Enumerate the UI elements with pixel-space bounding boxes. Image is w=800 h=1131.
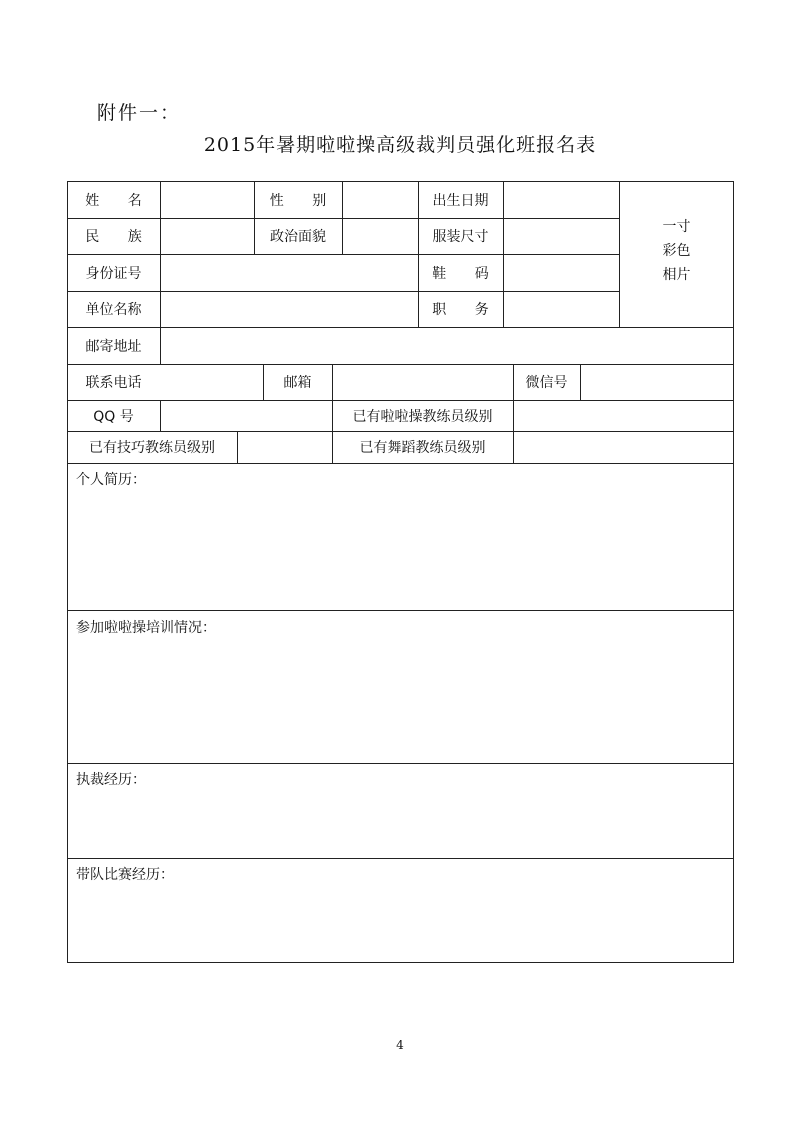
- position-field[interactable]: [503, 291, 619, 327]
- shoe-size-field[interactable]: [503, 254, 619, 291]
- team-competition-field[interactable]: [68, 859, 732, 961]
- officiating-field[interactable]: [68, 764, 732, 857]
- id-number-label: 身份证号: [85, 265, 142, 282]
- political-status-label: 政治面貌: [270, 229, 326, 245]
- photo-placeholder[interactable]: [619, 215, 734, 287]
- resume-label: 个人简历：: [76, 472, 146, 488]
- name-field[interactable]: [160, 181, 254, 218]
- dance-coach-level-field[interactable]: [513, 431, 733, 463]
- resume-field[interactable]: [68, 464, 732, 609]
- phone-label: 联系电话: [85, 375, 142, 391]
- photo-line-3: 相片: [662, 267, 691, 283]
- training-field[interactable]: [68, 611, 732, 762]
- cheer-coach-level-label: 已有啦啦操教练员级别: [352, 408, 493, 425]
- email-field[interactable]: [332, 364, 513, 400]
- position-label: 职 务: [432, 302, 501, 318]
- training-label: 参加啦啦操培训情况：: [76, 620, 216, 636]
- mailing-address-label: 邮寄地址: [85, 338, 142, 355]
- officiating-label: 执裁经历：: [76, 772, 146, 788]
- form-title: 2015年暑期啦啦操高级裁判员强化班报名表: [203, 134, 597, 156]
- skills-coach-level-field[interactable]: [237, 431, 332, 463]
- wechat-label: 微信号: [525, 375, 568, 391]
- ethnicity-label: 民 族: [85, 229, 154, 245]
- skills-coach-level-label: 已有技巧教练员级别: [89, 440, 215, 456]
- shoe-size-label: 鞋 码: [432, 265, 501, 282]
- birth-date-label: 出生日期: [432, 192, 489, 209]
- phone-field[interactable]: [160, 364, 263, 400]
- gender-field[interactable]: [342, 181, 418, 218]
- wechat-field[interactable]: [580, 364, 733, 400]
- photo-line-2: 彩色: [662, 243, 691, 259]
- email-label: 邮箱: [283, 375, 312, 391]
- ethnicity-field[interactable]: [160, 218, 254, 254]
- birth-date-field[interactable]: [503, 181, 619, 218]
- qq-field[interactable]: [160, 400, 332, 431]
- registration-form: [67, 181, 734, 963]
- clothing-size-field[interactable]: [503, 218, 619, 254]
- qq-label: QQ 号: [93, 408, 134, 425]
- dance-coach-level-label: 已有舞蹈教练员级别: [359, 440, 486, 456]
- clothing-size-label: 服装尺寸: [432, 229, 489, 245]
- page-number: 4: [396, 1038, 404, 1052]
- attachment-label: 附件一：: [97, 102, 182, 124]
- name-label: 姓 名: [85, 192, 154, 209]
- id-number-field[interactable]: [160, 254, 418, 291]
- employer-field[interactable]: [160, 291, 418, 327]
- team-competition-label: 带队比赛经历：: [76, 867, 174, 883]
- cheer-coach-level-field[interactable]: [513, 400, 733, 431]
- gender-label: 性 别: [269, 192, 339, 209]
- photo-line-1: 一寸: [662, 219, 691, 235]
- political-status-field[interactable]: [342, 218, 418, 254]
- employer-label: 单位名称: [85, 302, 142, 318]
- mailing-address-field[interactable]: [160, 327, 733, 364]
